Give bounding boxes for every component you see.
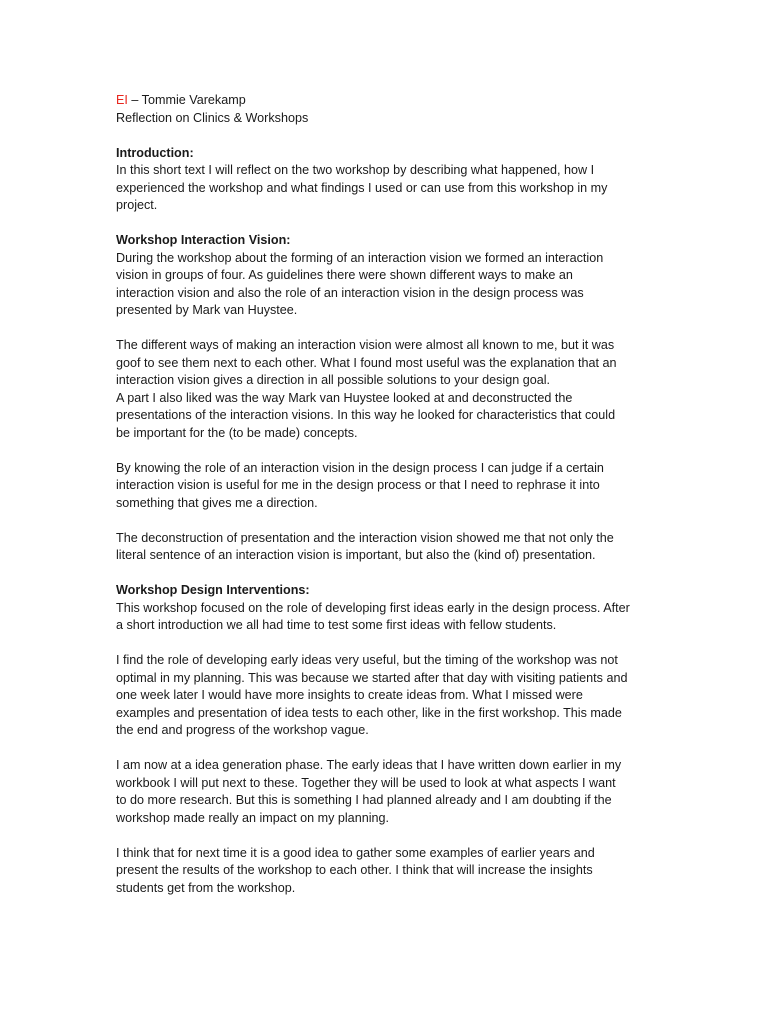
paragraph-line: students get from the workshop. — [116, 880, 296, 895]
intro-line: project. — [116, 198, 158, 212]
introduction-heading: Introduction: — [116, 145, 194, 160]
paragraph-line: I am now at a idea generation phase. The early ideas that I have written down earlier in my — [116, 758, 622, 772]
spacer — [116, 215, 656, 233]
paragraph-line: literal sentence of an interaction vision is important, but also the (kind of) presentation. — [116, 548, 596, 562]
paragraph-line: workshop made really an impact on my planning. — [116, 810, 390, 825]
paragraph-line: optimal in my planning. This was because we started after that day with visiting patients and — [116, 670, 628, 685]
paragraph-line: goof to see them next to each other. What I found most useful was the explanation that an — [116, 355, 617, 370]
paragraph-line: During the workshop about the forming of an interaction vision we formed an interaction — [116, 250, 604, 265]
spacer — [116, 827, 656, 845]
paragraph-line: something that gives me a direction. — [116, 495, 318, 510]
spacer — [116, 512, 656, 530]
paragraph-line: one week later I would have more insights to create ideas from. What I missed were — [116, 688, 583, 702]
paragraph-line: present the results of the workshop to each other. I think that will increase the insights — [116, 863, 593, 877]
paragraph-line: vision in groups of four. As guidelines there were shown different ways to make an — [116, 268, 573, 282]
paragraph-line: interaction vision and also the role of an interaction vision in the design process was — [116, 285, 584, 300]
document-subtitle: Reflection on Clinics & Workshops — [116, 110, 309, 125]
paragraph-line: interaction vision is useful for me in the design process or that I need to rephrase it into — [116, 478, 600, 492]
course-code: EI — [116, 93, 128, 107]
paragraph-line: to do more research. But this is something I had planned already and I am doubting if the — [116, 793, 612, 807]
spacer — [116, 127, 656, 145]
author-name: – Tommie Varekamp — [127, 93, 246, 107]
paragraph-line: I find the role of developing early ideas very useful, but the timing of the workshop was not — [116, 653, 618, 667]
paragraph-line: a short introduction we all had time to test some first ideas with fellow students. — [116, 618, 557, 632]
paragraph-line: The different ways of making an interaction vision were almost all known to me, but it was — [116, 338, 615, 352]
spacer — [116, 740, 656, 758]
paragraph-line: interaction vision gives a direction in all possible solutions to your design goal. — [116, 373, 551, 387]
design-interventions-heading: Workshop Design Interventions: — [116, 583, 310, 597]
paragraph-line: workbook I will put next to these. Together they will be used to look at what aspects I want — [116, 775, 616, 790]
paragraph-line: This workshop focused on the role of developing first ideas early in the design process. After — [116, 600, 630, 615]
paragraph-line: The deconstruction of presentation and the interaction vision showed me that not only the — [116, 530, 614, 545]
paragraph-line: By knowing the role of an interaction vision in the design process I can judge if a certain — [116, 460, 604, 475]
spacer — [116, 565, 656, 583]
paragraph-line: the end and progress of the workshop vague. — [116, 723, 369, 737]
spacer — [116, 320, 656, 338]
paragraph-line: presentations of the interaction visions. In this way he looked for characteristics that could — [116, 408, 616, 422]
paragraph-line: examples and presentation of idea tests to each other, like in the first workshop. This made — [116, 705, 622, 720]
paragraph-line: be important for the (to be made) concepts. — [116, 425, 358, 440]
paragraph-line: I think that for next time it is a good idea to gather some examples of earlier years and — [116, 845, 595, 860]
intro-line: experienced the workshop and what findings I used or can use from this workshop in my — [116, 180, 608, 195]
interaction-vision-heading: Workshop Interaction Vision: — [116, 233, 291, 247]
paragraph-line: presented by Mark van Huystee. — [116, 303, 298, 317]
intro-line: In this short text I will reflect on the two workshop by describing what happened, how I — [116, 163, 595, 177]
paragraph-line: A part I also liked was the way Mark van Huystee looked at and deconstructed the — [116, 390, 573, 405]
document-page — [116, 92, 656, 897]
spacer — [116, 442, 656, 460]
spacer — [116, 635, 656, 653]
title-line — [116, 92, 656, 110]
